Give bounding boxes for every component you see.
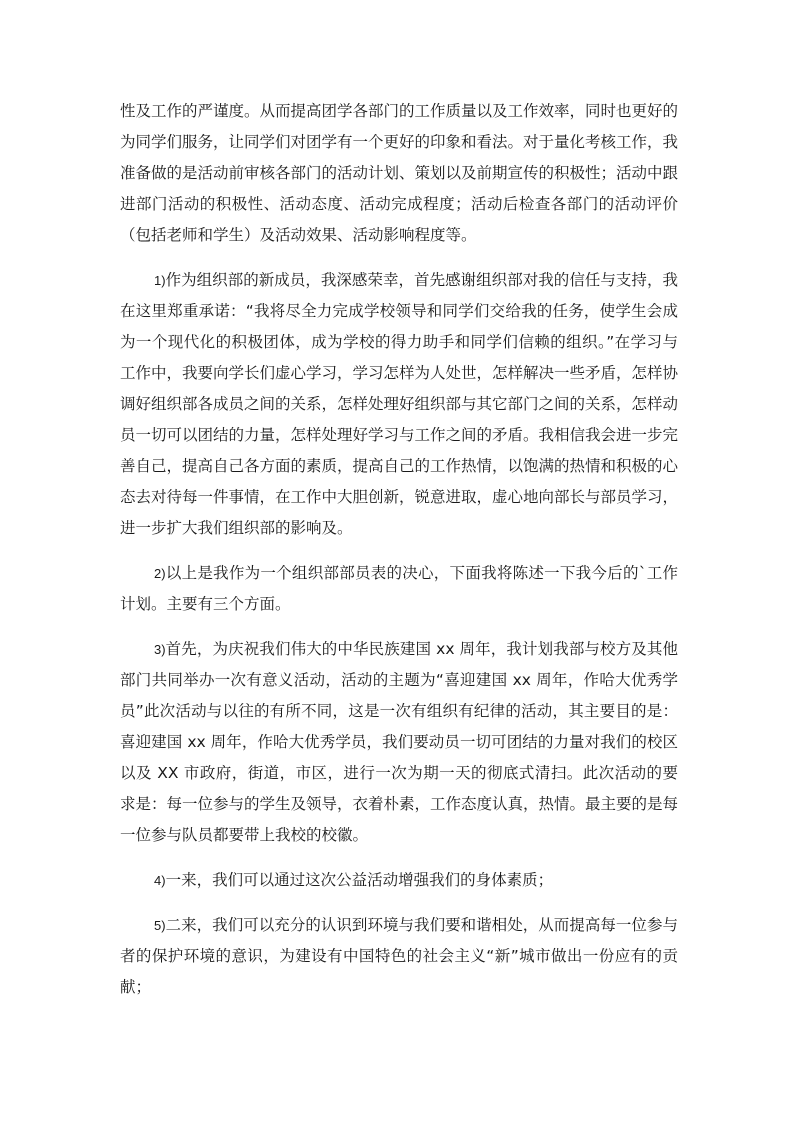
paragraph-4 bbox=[120, 865, 678, 896]
paragraph-number: 2) bbox=[154, 566, 166, 581]
paragraph-number: 1) bbox=[154, 273, 166, 288]
paragraph-1 bbox=[120, 265, 678, 544]
paragraph-text: 性及工作的严谨度。从而提高团学各部门的工作质量以及工作效率，同时也更好的为同学们服务，让同学们对团学有一个更好的印象和看法。对于量化考核工作，我准备做的是活动前审核各部门的活动计划、策划以及前期宣传的积极性；活动中跟进部门活动的积极性、活动态度、活动完成程度；活动后检查各部门的活动评价（包括老师和学生）及活动效果、活动影响程度等。 bbox=[120, 102, 679, 244]
paragraph-continuation bbox=[120, 96, 678, 251]
paragraph-number: 4) bbox=[154, 873, 166, 888]
paragraph-5 bbox=[120, 910, 678, 1003]
paragraph-3 bbox=[120, 634, 678, 851]
paragraph-number: 3) bbox=[154, 642, 166, 657]
paragraph-2 bbox=[120, 558, 678, 620]
paragraph-text: 二来，我们可以充分的认识到环境与我们要和谐相处，从而提高每一位参与者的保护环境的意识，为建设有中国特色的社会主义“新”城市做出一份应有的贡献； bbox=[120, 916, 678, 996]
document-body bbox=[120, 96, 678, 1017]
paragraph-text: 一来，我们可以通过这次公益活动增强我们的身体素质； bbox=[165, 871, 554, 889]
paragraph-text: 以上是我作为一个组织部部员表的决心，下面我将陈述一下我今后的`工作计划。主要有三个方面。 bbox=[120, 564, 678, 613]
paragraph-text: 首先，为庆祝我们伟大的中华民族建国 xx 周年，我计划我部与校方及其他部门共同举办一次有意义活动，活动的主题为“喜迎建国 xx 周年，作哈大优秀学员”此次活动与以往的有所不同，这是一次有组织有纪律的活动，其主要目的是：喜迎建国 xx 周年，作哈大优秀学员，我们要动员一切可团结的力量对我们的校区以及 XX 市政府，街道，市区，进行一次为期一天的彻底式清扫。此次活动的要求是：每一位参与的学生及领导，衣着朴素，工作态度认真，热情。最主要的是每一位参与队员都要带上我校的校徽。 bbox=[120, 640, 679, 844]
paragraph-number: 5) bbox=[154, 918, 166, 933]
paragraph-text: 作为组织部的新成员，我深感荣幸，首先感谢组织部对我的信任与支持，我在这里郑重承诺：“我将尽全力完成学校领导和同学们交给我的任务，使学生会成为一个现代化的积极团体，成为学校的得力助手和同学们信赖的组织。”在学习与工作中，我要向学长们虚心学习，学习怎样为人处世，怎样解决一些矛盾，怎样协调好组织部各成员之间的关系，怎样处理好组织部与其它部门之间的关系，怎样动员一切可以团结的力量，怎样处理好学习与工作之间的矛盾。我相信我会进一步完善自己，提高自己各方面的素质，提高自己的工作热情，以饱满的热情和积极的心态去对待每一件事情，在工作中大胆创新，锐意进取，虚心地向部长与部员学习，进一步扩大我们组织部的影响及。 bbox=[120, 271, 679, 537]
